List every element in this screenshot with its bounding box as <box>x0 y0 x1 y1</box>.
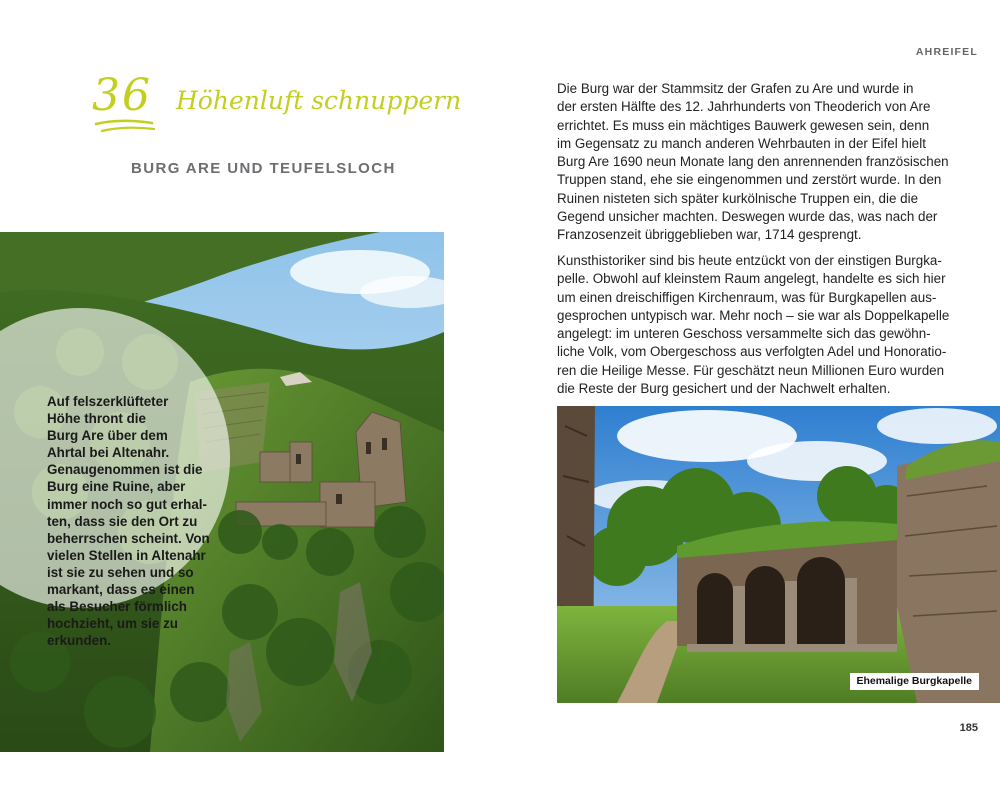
right-page <box>500 0 1000 800</box>
photo-caption: Ehemalige Burgkapelle <box>850 673 979 690</box>
body-paragraph-2: Kunsthistoriker sind bis heute entzückt von der einstigen Burgka- pelle. Obwohl auf kleinstem Raum angelegt, handelte es sich hier um einen dreischiffigen Kirchenraum, was für Burgkapellen aus- gesprochen untypisch war. Mehr noch – sie war als Doppelkapelle angelegt: im unteren Geschoss versammelte sich das gewöhn- liche Volk, vom Obergeschoss aus verfolgten Adel und Honoratio- ren die Heilige Messe. Für geschätzt neun Millionen Euro wurden die Reste der Burg gesichert und der Nachwelt erhalten. <box>557 253 950 397</box>
page-number: 185 <box>959 722 978 734</box>
intro-paragraph: Auf felszerklüfteter Höhe thront die Burg Are über dem Ahrtal bei Altenahr. Genaugenommen ist die Burg eine Ruine, aber immer noch so gut erhal- ten, dass sie den Ort zu beherrschen scheint. Von vielen Stellen in Altenahr ist sie zu sehen und so markant, dass es einen als Besucher förmlich hochzieht, um sie zu erkunden. <box>47 394 210 649</box>
chapter-heading <box>92 72 472 142</box>
chapter-number: 36 <box>92 70 152 121</box>
chapter-subtitle: BURG ARE UND TEUFELSLOCH <box>131 160 396 177</box>
chapter-number-underline <box>94 116 158 136</box>
burgkapelle-photo <box>557 406 1000 703</box>
body-paragraph-1: Die Burg war der Stammsitz der Grafen zu Are und wurde in der ersten Hälfte des 12. Jahrhunderts von Theoderich von Are errichtet. Es muss ein mächtiges Bauwerk gewesen sein, denn im Gegensatz zu manch anderen Wehrbauten in der Eifel hielt Burg Are 1690 neun Monate lang den anrennenden französischen Truppen stand, ehe sie eingenommen und zerstört wurde. In den Ruinen nisteten sich später kurkölnische Truppen ein, die die Gegend unsicher machten. Deswegen wurde das, was nach der Franzosenzeit übriggeblieben war, 1714 gesprengt. <box>557 81 949 243</box>
running-header-section: AHREIFEL <box>915 46 978 58</box>
chapter-title: Höhenluft schnuppern <box>176 86 462 115</box>
